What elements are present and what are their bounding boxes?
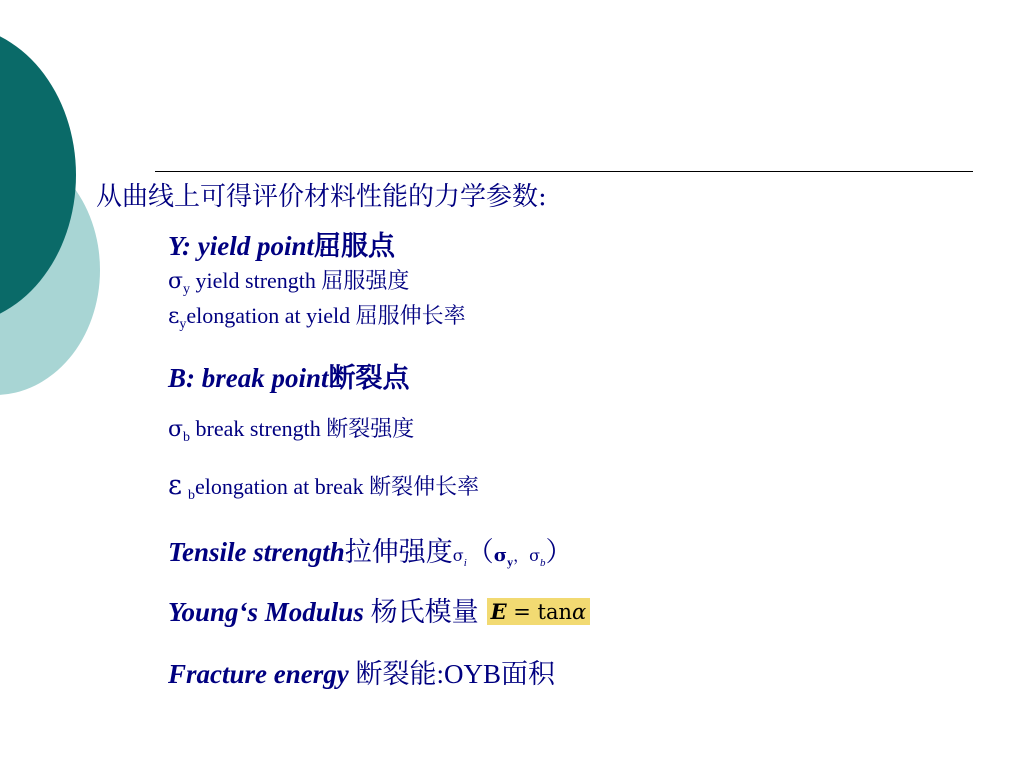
youngs-formula xyxy=(487,598,591,625)
break-point-label: B: break point xyxy=(168,363,329,393)
yield-elongation-text: elongation at yield xyxy=(186,303,356,328)
youngs-label: Young‘s Modulus xyxy=(168,597,371,627)
yield-elongation-sub: y xyxy=(179,317,187,332)
yield-strength-text: yield strength xyxy=(190,268,322,293)
sigma-symbol: σ xyxy=(452,546,464,565)
fracture-cn2: 面积 xyxy=(501,659,555,690)
break-elongation-sub: b xyxy=(188,488,195,503)
yield-strength-cn: 屈服强度 xyxy=(321,269,410,294)
yield-strength-sub: y xyxy=(183,282,191,297)
tensile-label: Tensile strength xyxy=(168,537,345,567)
break-strength-sub: b xyxy=(183,430,191,445)
formula-e: E xyxy=(490,599,507,624)
open-paren: （ xyxy=(466,537,494,568)
tensile-line xyxy=(168,530,573,570)
title-rule xyxy=(155,171,973,172)
yield-elongation-line xyxy=(168,299,466,333)
epsilon-symbol: ε xyxy=(168,304,180,329)
youngs-line xyxy=(168,590,590,629)
close-paren: ） xyxy=(545,537,573,568)
fracture-suffix: :OYB xyxy=(436,659,501,689)
yield-strength-line xyxy=(168,264,409,298)
sigma-y-sub: y xyxy=(507,555,514,569)
break-point-line xyxy=(168,356,410,395)
slide-heading: 从曲线上可得评价材料性能的力学参数: xyxy=(96,182,547,212)
fracture-line xyxy=(168,652,555,691)
yield-point-cn: 屈服点 xyxy=(314,231,395,262)
break-strength-text: break strength xyxy=(190,416,327,441)
break-strength-line xyxy=(168,412,414,446)
youngs-cn: 杨氏模量 xyxy=(370,597,479,628)
yield-point-line xyxy=(168,224,395,263)
tensile-cn: 拉伸强度 xyxy=(344,537,453,568)
yield-point-label: Y: yield point xyxy=(168,231,314,261)
epsilon-symbol: ε xyxy=(168,470,182,501)
yield-elongation-cn: 屈服伸长率 xyxy=(355,304,466,329)
fracture-label: Fracture energy xyxy=(168,659,356,689)
formula-alpha: α xyxy=(572,600,587,624)
break-elongation-line xyxy=(168,470,479,504)
break-point-cn: 断裂点 xyxy=(328,363,410,394)
tensile-sub: i xyxy=(463,557,467,569)
break-strength-cn: 断裂强度 xyxy=(326,417,415,442)
fracture-cn: 断裂能 xyxy=(355,659,437,690)
sigma-symbol: σ xyxy=(168,269,184,294)
comma: ， xyxy=(513,546,530,565)
sigma-b-sub: b xyxy=(540,557,546,569)
sigma-symbol: σ xyxy=(493,545,508,566)
break-elongation-cn: 断裂伸长率 xyxy=(369,475,480,500)
sigma-symbol: σ xyxy=(168,417,184,442)
sigma-symbol: σ xyxy=(529,546,540,565)
formula-tan: = tan xyxy=(506,600,573,624)
break-elongation-text: elongation at break xyxy=(195,474,370,499)
